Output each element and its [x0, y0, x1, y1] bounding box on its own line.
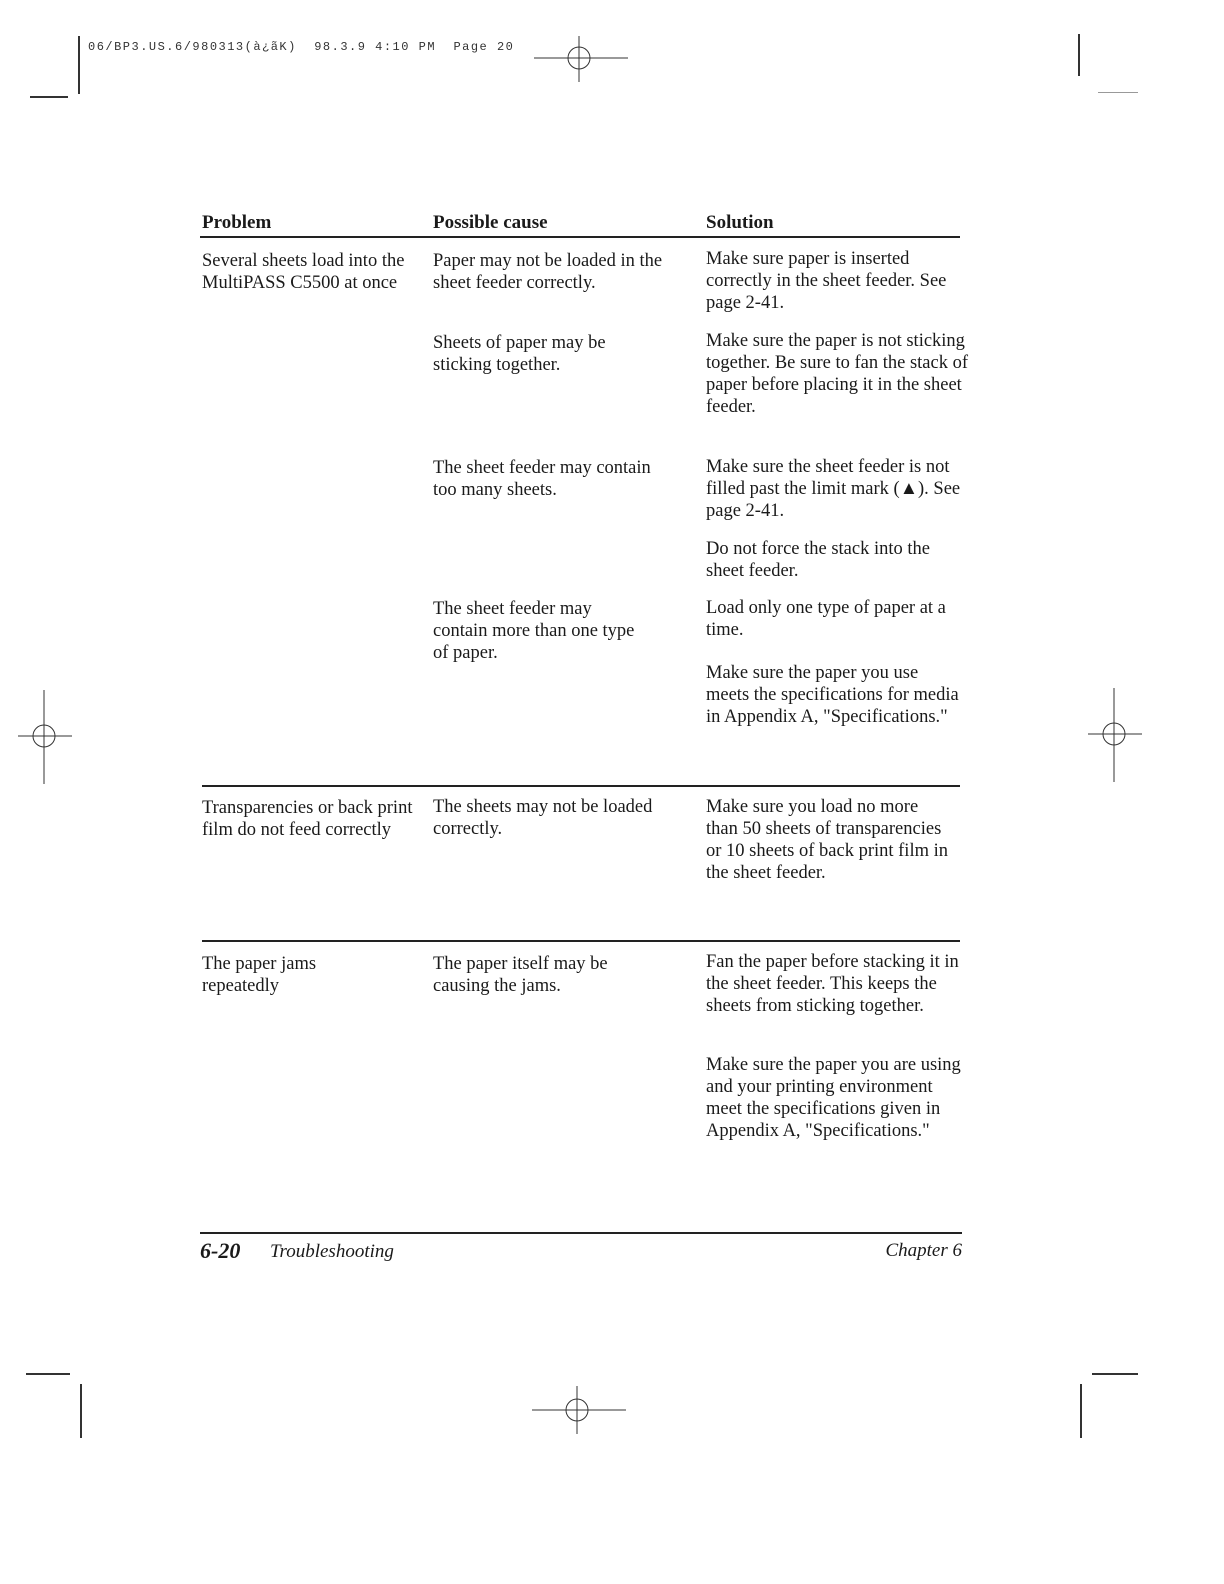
header-rule — [200, 236, 960, 238]
crop-mark — [30, 96, 68, 98]
crop-mark — [26, 1373, 70, 1375]
row-3-problem: The paper jams repeatedly — [202, 954, 317, 996]
row-divider — [202, 785, 960, 787]
header-solution: Solution — [706, 212, 774, 233]
registration-mark-top — [534, 34, 630, 84]
row-1-cause-2: Sheets of paper may be sticking together. — [433, 333, 606, 375]
row-1-cause-1: Paper may not be loaded in the sheet feeder correctly. — [433, 251, 663, 293]
row-3-solution-1a: Fan the paper before stacking it in the sheet feeder. This keeps the sheets from sticking together. — [706, 952, 959, 1016]
crop-mark — [1098, 92, 1138, 93]
row-1-cause-3: The sheet feeder may contain too many sheets. — [433, 458, 651, 500]
row-2-cause-1: The sheets may not be loaded correctly. — [433, 797, 653, 839]
header-possible-cause: Possible cause — [433, 212, 548, 233]
row-1-solution-4a: Load only one type of paper at a time. — [706, 598, 946, 640]
row-1-solution-1: Make sure paper is inserted correctly in the sheet feeder. See page 2-41. — [706, 249, 947, 313]
chapter-label: Chapter 6 — [885, 1240, 962, 1261]
crop-mark — [78, 36, 80, 94]
crop-mark — [1092, 1373, 1138, 1375]
print-slug: 06/BP3.US.6/980313(à¿ãK) 98.3.9 4:10 PM Page 20 — [88, 40, 515, 54]
page-number: 6-20 — [200, 1238, 241, 1263]
row-2-solution-1: Make sure you load no more than 50 sheets of transparencies or 10 sheets of back print film in the sheet feeder. — [706, 797, 948, 883]
row-1-problem: Several sheets load into the MultiPASS C5500 at once — [202, 251, 405, 293]
row-1-cause-4: The sheet feeder may contain more than one type of paper. — [433, 599, 635, 663]
registration-mark-bottom — [532, 1386, 628, 1436]
row-1-solution-3b: Do not force the stack into the sheet feeder. — [706, 539, 930, 581]
row-1-solution-4b: Make sure the paper you use meets the specifications for media in Appendix A, "Specifications." — [706, 663, 959, 727]
row-1-solution-2: Make sure the paper is not sticking together. Be sure to fan the stack of paper before placing it in the sheet feeder. — [706, 331, 968, 417]
header-problem: Problem — [202, 212, 272, 233]
row-1-solution-3a: Make sure the sheet feeder is not filled past the limit mark (▲). See page 2-41. — [706, 457, 961, 521]
registration-mark-right — [1088, 688, 1144, 784]
crop-mark — [1080, 1384, 1082, 1438]
section-title: Troubleshooting — [270, 1241, 394, 1262]
row-2-problem: Transparencies or back print film do not feed correctly — [202, 798, 413, 840]
row-3-solution-1b: Make sure the paper you are using and your printing environment meet the specifications given in Appendix A, "Specifications." — [706, 1055, 961, 1141]
footer-rule — [200, 1232, 962, 1234]
crop-mark — [80, 1384, 82, 1438]
crop-mark — [1078, 34, 1080, 76]
row-divider — [202, 940, 960, 942]
row-3-cause-1: The paper itself may be causing the jams. — [433, 954, 608, 996]
registration-mark-left — [18, 690, 74, 786]
